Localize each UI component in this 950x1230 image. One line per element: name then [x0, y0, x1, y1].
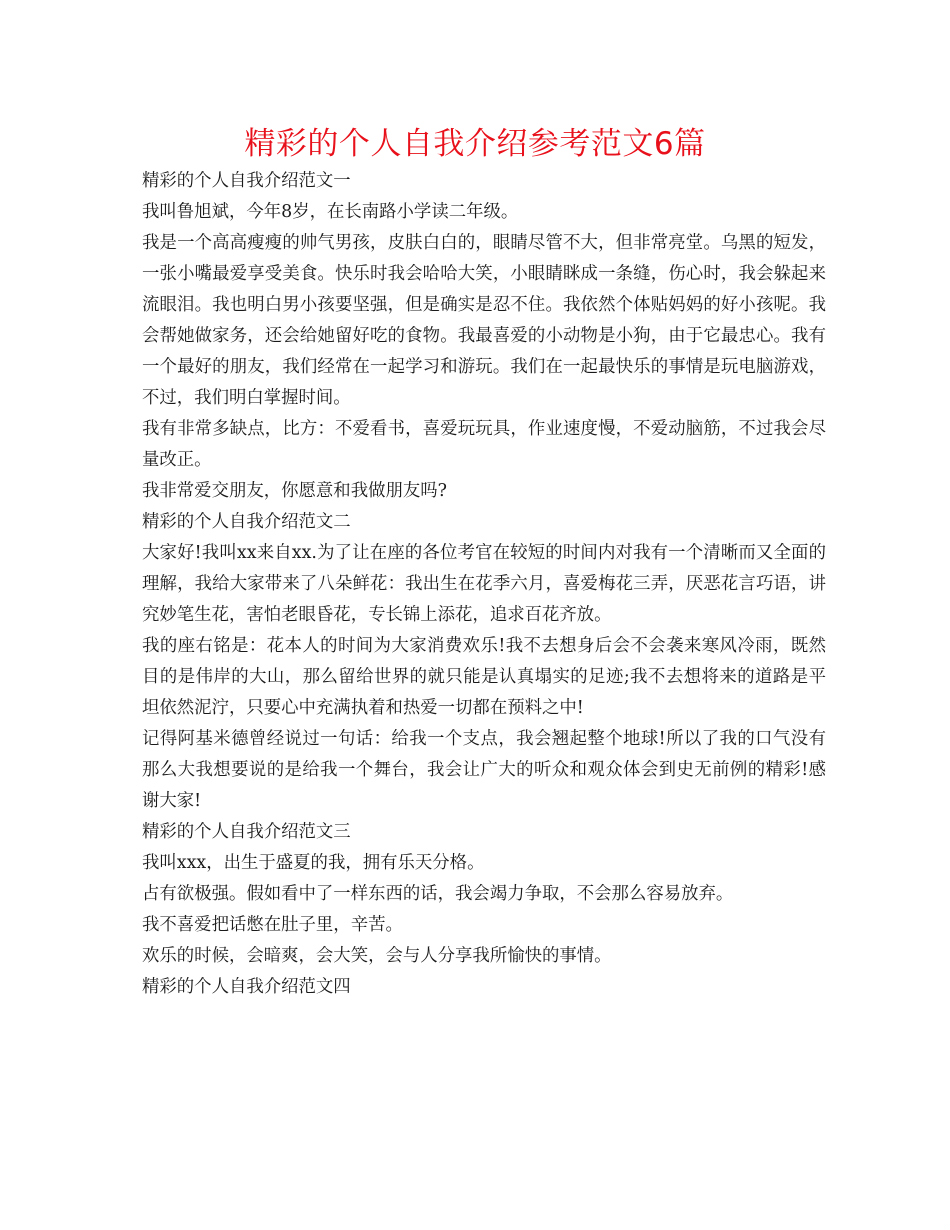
paragraph: 我不喜爱把话憋在肚子里，辛苦。	[142, 915, 403, 935]
section-heading: 精彩的个人自我介绍范文三	[142, 822, 351, 842]
paragraph: 记得阿基米德曾经说过一句话：给我一个支点，我会翘起整个地球!所以了我的口气没有那么大我想要说的是给我一个舞台，我会让广大的听众和观众体会到史无前例的精彩!感谢大家!	[142, 729, 826, 811]
section-heading: 精彩的个人自我介绍范文一	[142, 171, 351, 191]
paragraph: 大家好!我叫xx来自xx.为了让在座的各位考官在较短的时间内对我有一个清晰而又全面的理解，我给大家带来了八朵鲜花：我出生在花季六月，喜爱梅花三弄，厌恶花言巧语，讲究妙笔生花，害怕老眼昏花，专长锦上添花，追求百花齐放。	[142, 543, 826, 625]
paragraph: 我的座右铭是：花本人的时间为大家消费欢乐!我不去想身后会不会袭来寒风冷雨，既然目的是伟岸的大山，那么留给世界的就只能是认真塌实的足迹;我不去想将来的道路是平坦依然泥泞，只要心中充满执着和热爱一切都在预料之中!	[142, 636, 826, 718]
section-heading: 精彩的个人自我介绍范文四	[142, 977, 351, 997]
document-body	[142, 166, 826, 1003]
paragraph: 我叫xxx，出生于盛夏的我，拥有乐天分格。	[142, 853, 485, 873]
paragraph: 占有欲极强。假如看中了一样东西的话，我会竭力争取，不会那么容易放弃。	[142, 884, 734, 904]
paragraph: 我叫鲁旭斌，今年8岁，在长南路小学读二年级。	[142, 202, 519, 222]
paragraph: 欢乐的时候，会暗爽，会大笑，会与人分享我所愉快的事情。	[142, 946, 612, 966]
document-title: 精彩的个人自我介绍参考范文6篇	[244, 126, 706, 162]
paragraph: 我非常爱交朋友，你愿意和我做朋友吗?	[142, 481, 447, 501]
section-heading: 精彩的个人自我介绍范文二	[142, 512, 351, 532]
paragraph: 我有非常多缺点，比方：不爱看书，喜爱玩玩具，作业速度慢，不爱动脑筋，不过我会尽量改正。	[142, 419, 826, 470]
paragraph: 我是一个高高瘦瘦的帅气男孩，皮肤白白的，眼睛尽管不大，但非常亮堂。乌黑的短发，一张小嘴最爱享受美食。快乐时我会哈哈大笑，小眼睛眯成一条缝，伤心时，我会躲起来流眼泪。我也明白男小孩要坚强，但是确实是忍不住。我依然个体贴妈妈的好小孩呢。我会帮她做家务，还会给她留好吃的食物。我最喜爱的小动物是小狗，由于它最忠心。我有一个最好的朋友，我们经常在一起学习和游玩。我们在一起最快乐的事情是玩电脑游戏，不过，我们明白掌握时间。	[142, 233, 826, 408]
